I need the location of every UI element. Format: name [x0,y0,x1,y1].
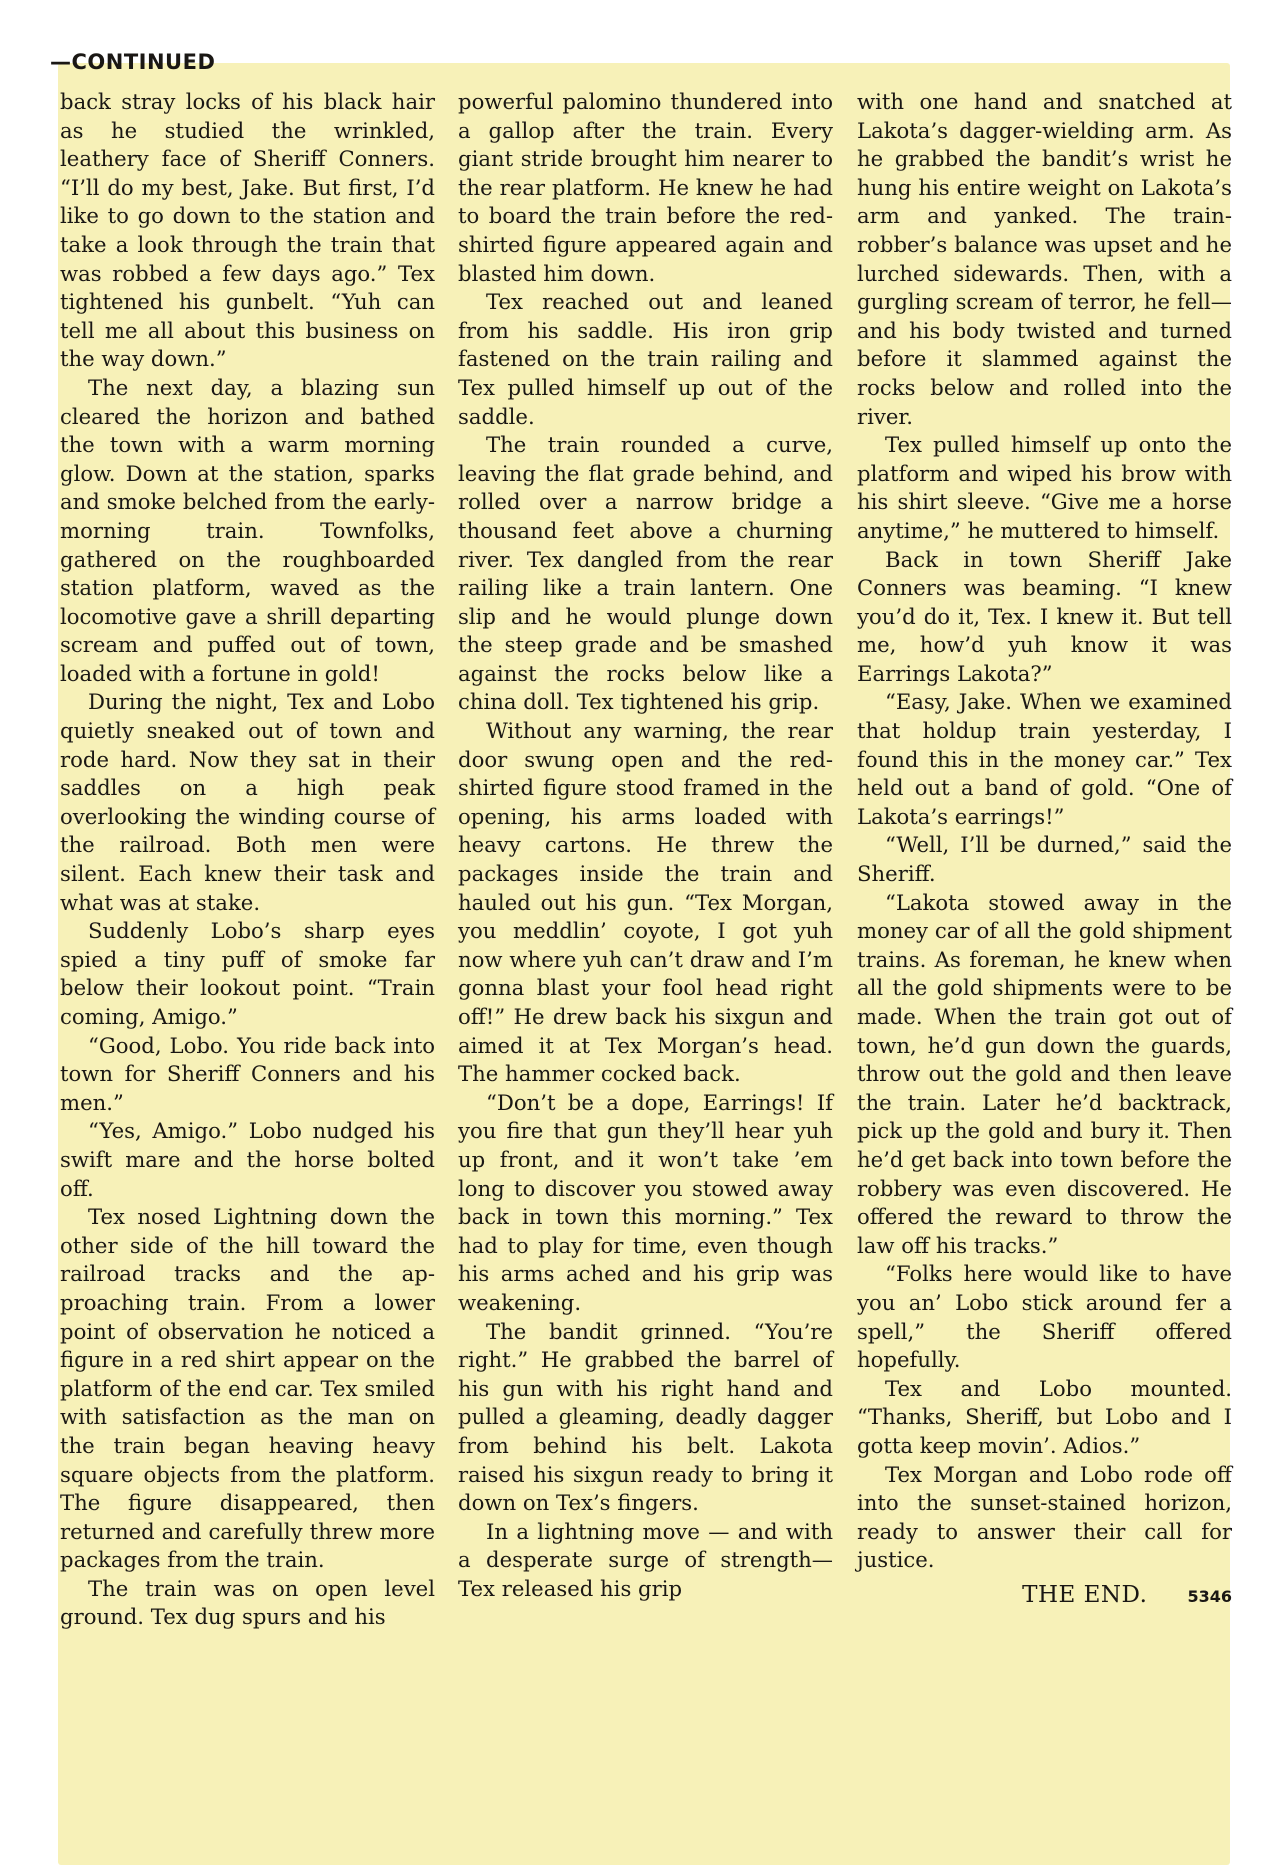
text-column-3 [857,88,1232,1611]
paragraph: “Easy, Jake. When we examined that holdup train yesterday, I found this in the money car.” Tex held out a band of gold. “One of Lakota’s earrings!” [857,689,1232,829]
paragraph: “Folks here would like to have you an’ Lobo stick around fer a spell,” the Sheriff offered hopefully. [857,1261,1232,1373]
paragraph: “Good, Lobo. You ride back into town for Sheriff Conners and his men.” [60,1032,435,1115]
continued-header: —CONTINUED [50,50,216,74]
paragraph: Back in town Sheriff Jake Conners was beaming. “I knew you’d do it, Tex. I knew it. But tell me, how’d yuh know it was Earrings Lakota?” [857,546,1232,686]
paragraph: The train was on open level ground. Tex dug spurs and his [60,1575,435,1630]
paragraph: “Yes, Amigo.” Lobo nudged his swift mare and the horse bolted off. [60,1118,435,1201]
paragraph: Tex nosed Lightning down the other side of the hill toward the railroad tracks and the approaching train. From a lower point of observation he noticed a figure in a red shirt appear on the platform of the end car. Tex smiled with satisfaction as the man on the train began heaving heavy square objects from the platform. The figure disappeared, then returned and carefully threw more packages from the train. [60,1204,435,1573]
paragraph: The bandit grinned. “You’re right.” He grabbed the barrel of his gun with his right hand and pulled a gleaming, deadly dagger from behind his belt. Lakota raised his sixgun ready to bring it down on Tex’s fingers. [458,1318,833,1516]
paragraph: Tex and Lobo mounted. “Thanks, Sheriff, but Lobo and I gotta keep movin’. Adios.” [857,1375,1232,1458]
paragraph: The train rounded a curve, leaving the flat grade behind, and rolled over a narrow bridge a thousand feet above a churning river. Tex dangled from the rear railing like a train lantern. One slip and he would plunge down the steep grade and be smashed against the rocks below like a china doll. Tex tightened his grip. [458,432,833,715]
paragraph: Suddenly Lobo’s sharp eyes spied a tiny puff of smoke far below their lookout point. “Train coming, Amigo.” [60,918,435,1029]
paragraph: Tex Morgan and Lobo rode off into the sunset-stained horizon, ready to answer their call for justice. [857,1461,1232,1573]
paragraph: back stray locks of his black hair as he studied the wrinkled, leathery face of Sheriff Conners. “I’ll do my best, Jake. But first, I’d like to go down to the station and take a look through the train that was robbed a few days ago.” Tex tightened his gunbelt. “Yuh can tell me all about this business on the way down.” [60,89,435,372]
paragraph: Tex reached out and leaned from his saddle. His iron grip fastened on the train railing and Tex pulled himself up out of the saddle. [458,289,833,429]
paragraph: with one hand and snatched at Lakota’s dagger-wielding arm. As he grabbed the bandit’s wrist he hung his entire weight on Lakota’s arm and yanked. The train-robber’s balance was upset and he lurched sidewards. Then, with a gurgling scream of terror, he fell—and his body twisted and turned before it slammed against the rocks below and rolled into the river. [857,89,1232,429]
paragraph: Without any warning, the rear door swung open and the red-shirted figure stood framed in the opening, his arms loaded with heavy cartons. He threw the packages inside the train and hauled out his gun. “Tex Morgan, you meddlin’ coyote, I got yuh now where yuh can’t draw and I’m gonna blast your fool head right off!” He drew back his sixgun and aimed it at Tex Morgan’s head. The hammer cocked back. [458,718,833,1087]
paragraph: powerful palomino thundered into a gallop after the train. Every giant stride brought him nearer to the rear platform. He knew he had to board the train before the red-shirted figure appeared again and blasted him down. [458,89,833,286]
page-code: 5346 [1187,1586,1232,1606]
end-line [857,1581,1232,1612]
text-column-1 [60,88,435,1632]
paragraph: “Don’t be a dope, Earrings! If you fire that gun they’ll hear yuh up front, and it won’t take ’em long to discover you stowed away back in town this morning.” Tex had to play for time, even though his arms ached and his grip was weakening. [458,1089,833,1315]
paragraph: During the night, Tex and Lobo quietly sneaked out of town and rode hard. Now they sat in their saddles on a high peak overlooking the winding course of the railroad. Both men were silent. Each knew their task and what was at stake. [60,689,435,915]
text-column-2 [458,88,833,1603]
paragraph: Tex pulled himself up onto the platform and wiped his brow with his shirt sleeve. “Give me a horse anytime,” he muttered to himself. [857,432,1232,543]
paragraph: “Well, I’ll be durned,” said the Sheriff. [857,832,1232,887]
paragraph: In a lightning move — and with a desperate surge of strength—Tex released his grip [458,1518,833,1601]
paragraph: “Lakota stowed away in the money car of all the gold shipment trains. As foreman, he knew when all the gold shipments were to be made. When the train got out of town, he’d gun down the guards, throw out the gold and then leave the train. Later he’d backtrack, pick up the gold and bury it. Then he’d get back into town before the robbery was even discovered. He offered the reward to throw the law off his tracks.” [857,889,1232,1258]
the-end-label: THE END. [1022,1581,1148,1608]
paragraph: The next day, a blazing sun cleared the horizon and bathed the town with a warm morning glow. Down at the station, sparks and smoke belched from the early-morning train. Townfolks, gathered on the roughboarded station platform, waved as the locomotive gave a shrill departing scream and puffed out of town, loaded with a fortune in gold! [60,374,435,686]
